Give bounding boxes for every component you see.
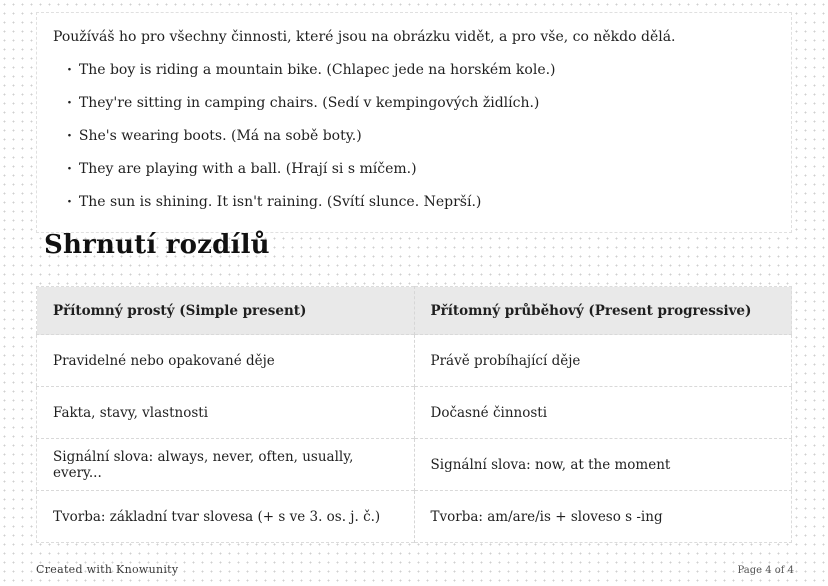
bullet-text: The boy is riding a mountain bike. (Chlapec jede na horském kole.) (78, 62, 556, 79)
intro-section (36, 12, 792, 233)
bullet-text: The sun is shining. It isn't raining. (Svítí slunce. Neprší.) (78, 193, 482, 210)
section-heading: Shrnutí rozdílů (44, 230, 270, 260)
bullet-marker: · (67, 193, 72, 210)
table-row (37, 335, 792, 387)
comparison-table (36, 286, 792, 543)
bullet-text: She's wearing boots. (Má na sobě boty.) (78, 128, 362, 145)
bullet-item (67, 193, 775, 212)
table-cell: Pravidelné nebo opakované děje (37, 335, 415, 387)
table-cell: Signální slova: always, never, often, usually, every... (37, 439, 415, 491)
bullet-list (53, 61, 775, 211)
table-cell: Tvorba: am/are/is + sloveso s -ing (414, 491, 792, 543)
table-cell: Fakta, stavy, vlastnosti (37, 387, 415, 439)
table-cell: Dočasné činnosti (414, 387, 792, 439)
footer-branding: Created with Knowunity (36, 563, 179, 576)
footer-page-number: Page 4 of 4 (737, 565, 794, 576)
bullet-text: They're sitting in camping chairs. (Sedí v kempingových židlích.) (78, 95, 540, 112)
bullet-marker: · (67, 160, 72, 177)
table-row (37, 439, 792, 491)
bullet-marker: · (67, 62, 72, 79)
bullet-item (67, 160, 775, 179)
table-cell: Tvorba: základní tvar slovesa (+ s ve 3. os. j. č.) (37, 491, 415, 543)
bullet-item (67, 127, 775, 146)
bullet-marker: · (67, 128, 72, 145)
bullet-marker: · (67, 95, 72, 112)
bullet-item (67, 94, 775, 113)
bullet-item (67, 61, 775, 80)
table-header-row (37, 287, 792, 335)
table-header-cell-present-progressive: Přítomný průběhový (Present progressive) (414, 287, 792, 335)
table-row (37, 491, 792, 543)
bullet-text: They are playing with a ball. (Hrají si s míčem.) (78, 160, 417, 177)
table-row (37, 387, 792, 439)
intro-paragraph: Používáš ho pro všechny činnosti, které jsou na obrázku vidět, a pro vše, co někdo dělá. (53, 29, 676, 45)
table-header-cell-simple-present: Přítomný prostý (Simple present) (37, 287, 415, 335)
table-cell: Právě probíhající děje (414, 335, 792, 387)
table-cell: Signální slova: now, at the moment (414, 439, 792, 491)
